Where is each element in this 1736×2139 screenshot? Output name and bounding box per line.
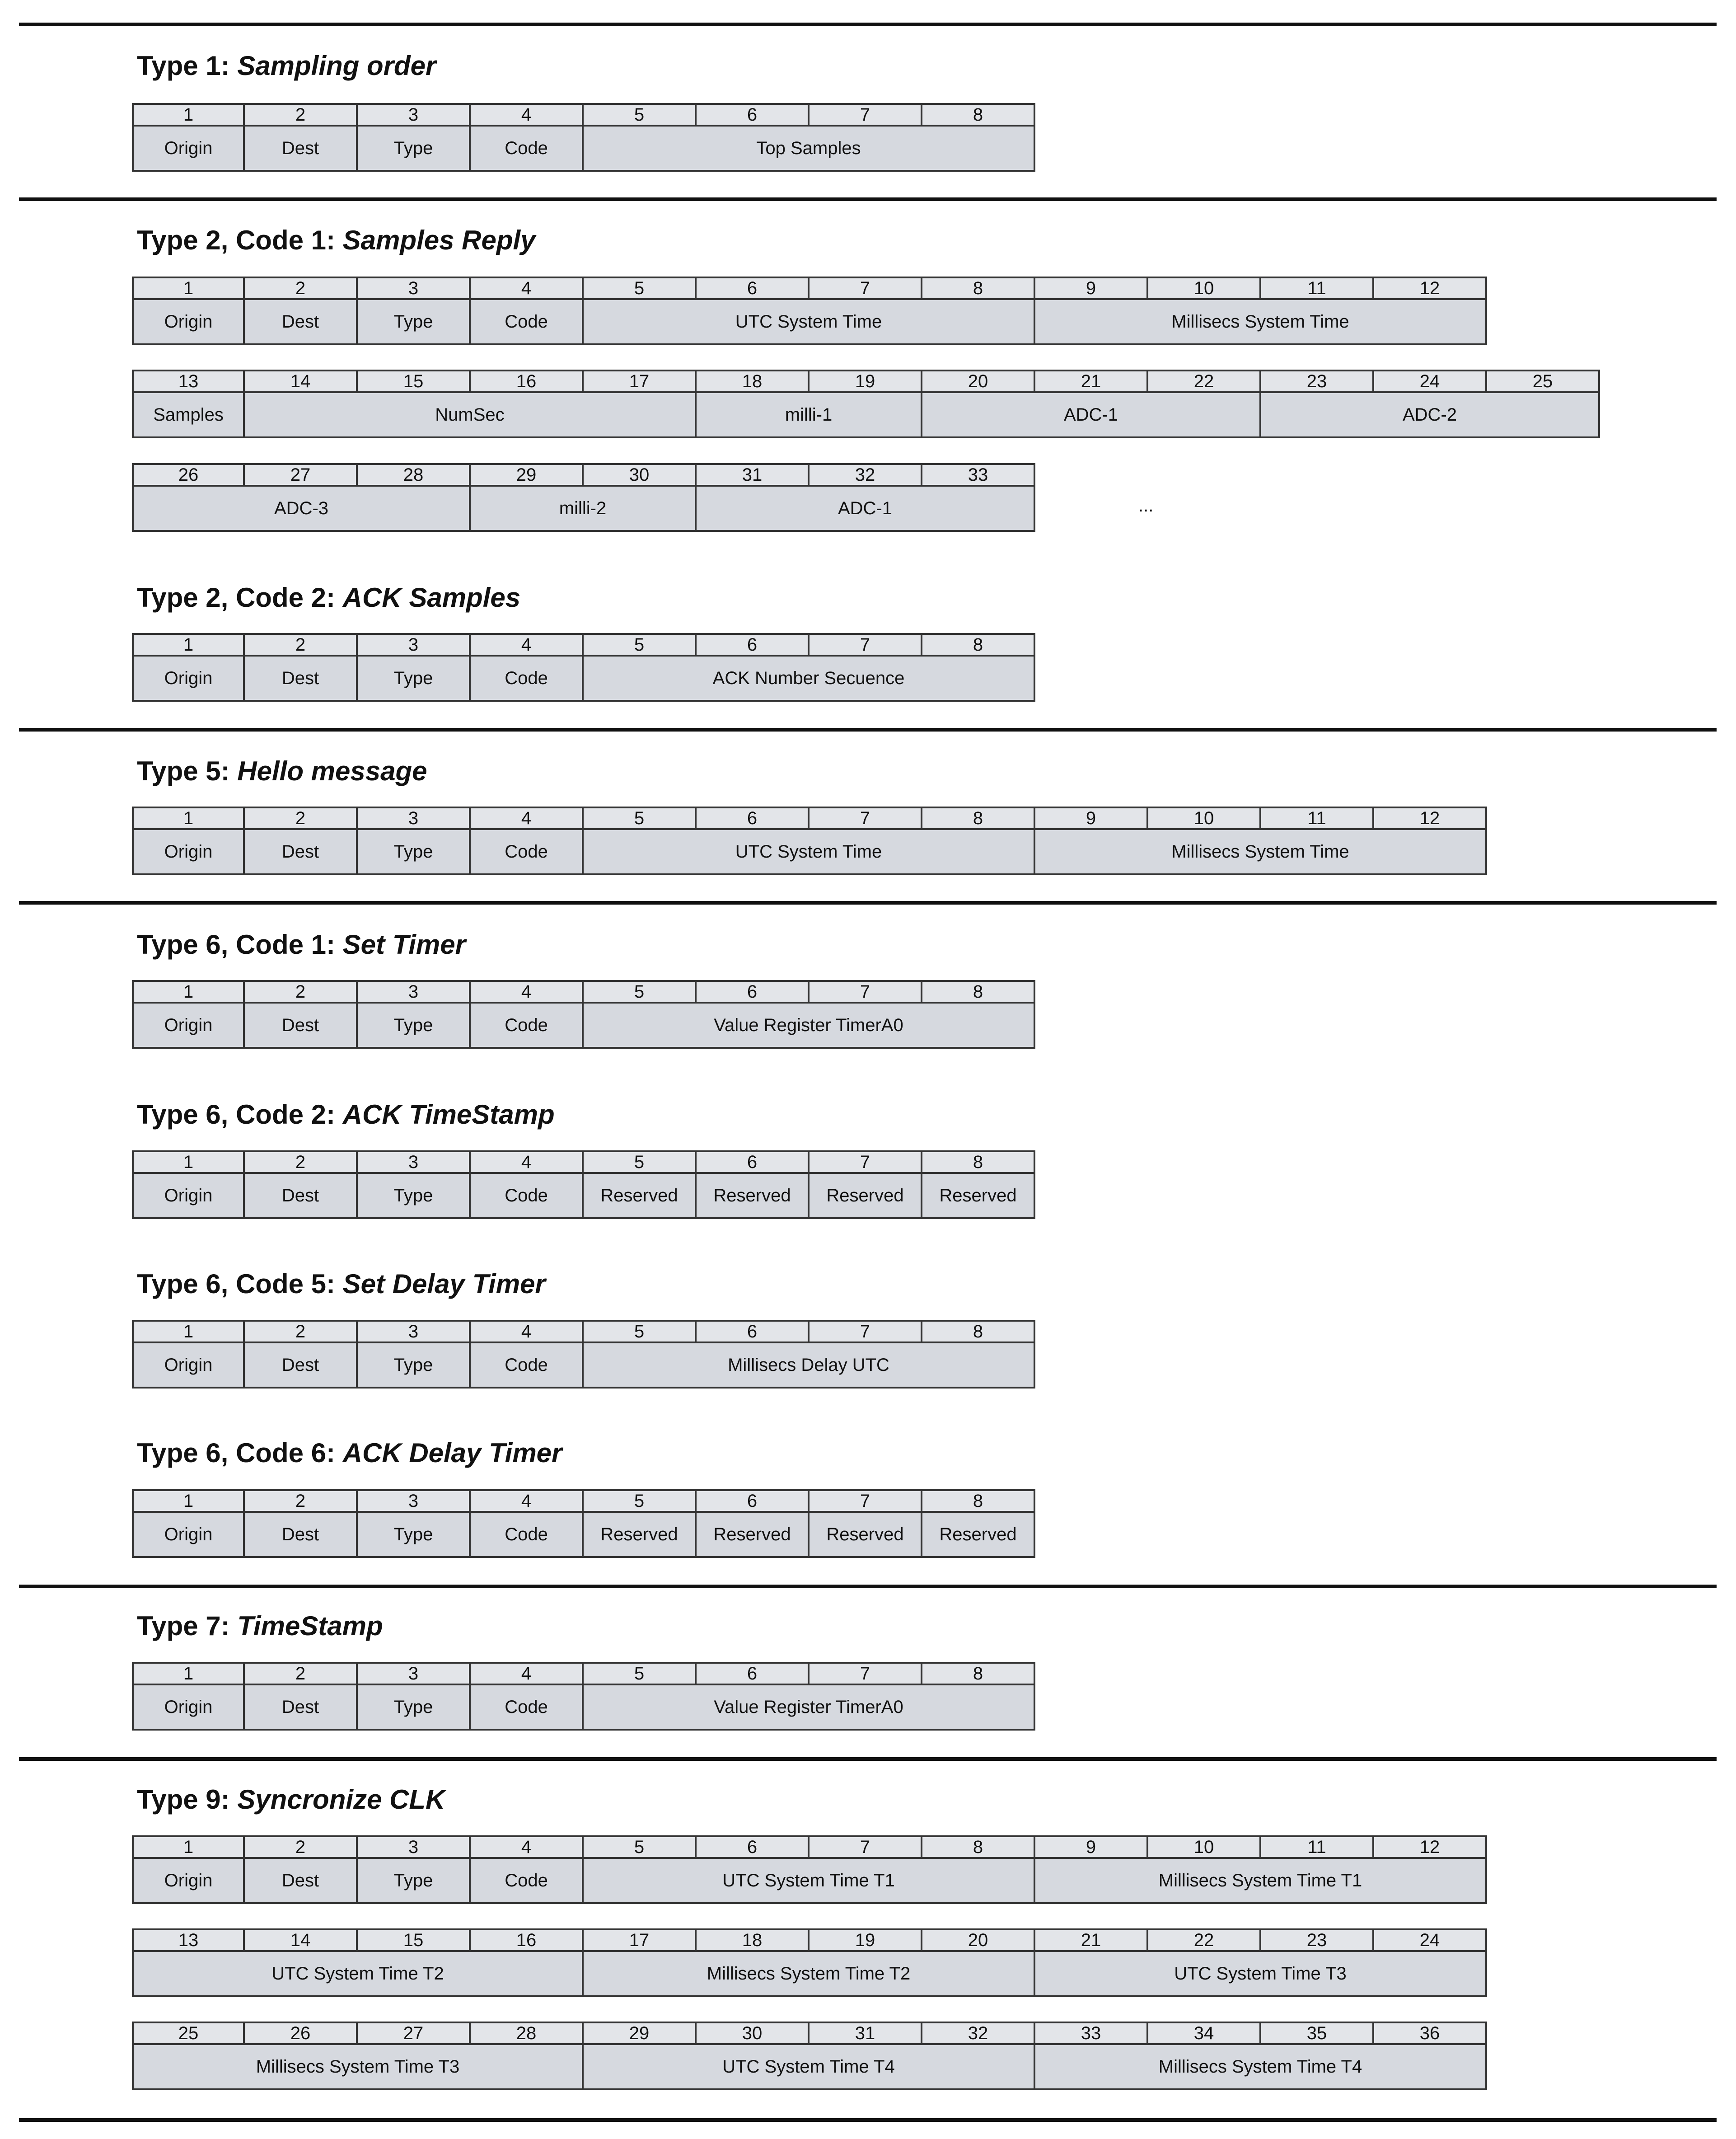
byte-index-cell: 9 <box>1034 807 1148 830</box>
section-divider <box>19 1585 1717 1588</box>
field-cell: Millisecs System Time T1 <box>1034 1857 1487 1904</box>
field-cell: Reserved <box>695 1511 810 1558</box>
byte-index-cell: 3 <box>356 1320 471 1343</box>
title-name: TimeStamp <box>237 1611 383 1641</box>
byte-index-cell: 12 <box>1372 277 1487 300</box>
byte-index-cell: 11 <box>1259 1835 1374 1859</box>
field-cell: Dest <box>243 1511 358 1558</box>
byte-index-cell: 15 <box>356 370 471 393</box>
byte-index-cell: 4 <box>469 103 584 127</box>
field-cell: Top Samples <box>582 125 1035 172</box>
byte-index-cell: 30 <box>582 463 697 487</box>
byte-index-cell: 27 <box>243 463 358 487</box>
byte-index-cell: 25 <box>1485 370 1600 393</box>
section-divider <box>19 197 1717 201</box>
field-cell: ADC-2 <box>1259 391 1600 438</box>
byte-index-cell: 2 <box>243 277 358 300</box>
section-divider <box>19 23 1717 26</box>
byte-index-cell: 8 <box>921 1150 1035 1174</box>
field-cell: Type <box>356 1342 471 1388</box>
byte-index-cell: 5 <box>582 277 697 300</box>
byte-index-cell: 27 <box>356 2022 471 2045</box>
field-cell: Reserved <box>582 1511 697 1558</box>
field-cell: Origin <box>132 828 245 875</box>
field-cell: milli-2 <box>469 485 697 532</box>
field-cell: UTC System Time T2 <box>132 1950 584 1997</box>
byte-index-cell: 1 <box>132 1150 245 1174</box>
byte-index-cell: 1 <box>132 1489 245 1513</box>
byte-index-cell: 5 <box>582 807 697 830</box>
byte-index-cell: 4 <box>469 807 584 830</box>
field-cell: Millisecs System Time T4 <box>1034 2043 1487 2090</box>
byte-index-cell: 5 <box>582 1150 697 1174</box>
byte-index-cell: 17 <box>582 1928 697 1952</box>
continuation-ellipsis: ... <box>1138 496 1154 516</box>
byte-index-cell: 33 <box>921 463 1035 487</box>
byte-index-cell: 34 <box>1146 2022 1261 2045</box>
section-divider <box>19 1757 1717 1761</box>
field-cell: Origin <box>132 1002 245 1049</box>
field-cell: Type <box>356 125 471 172</box>
field-cell: Millisecs Delay UTC <box>582 1342 1035 1388</box>
byte-index-cell: 10 <box>1146 277 1261 300</box>
section-title <box>137 1271 546 1298</box>
field-cell: Reserved <box>582 1172 697 1219</box>
byte-index-cell: 25 <box>132 2022 245 2045</box>
field-cell: Dest <box>243 298 358 345</box>
byte-index-cell: 2 <box>243 980 358 1004</box>
field-cell: Reserved <box>695 1172 810 1219</box>
byte-index-cell: 2 <box>243 1662 358 1685</box>
title-prefix: Type 6, Code 5: <box>137 1269 335 1299</box>
section-title <box>137 1613 383 1640</box>
byte-index-cell: 5 <box>582 1835 697 1859</box>
byte-index-cell: 1 <box>132 633 245 657</box>
byte-index-cell: 6 <box>695 1662 810 1685</box>
title-name: Syncronize CLK <box>237 1784 445 1815</box>
field-cell: Millisecs System Time T2 <box>582 1950 1035 1997</box>
byte-index-cell: 4 <box>469 1835 584 1859</box>
title-name: Samples Reply <box>342 225 536 255</box>
byte-index-cell: 6 <box>695 980 810 1004</box>
byte-index-cell: 18 <box>695 1928 810 1952</box>
field-cell: Origin <box>132 298 245 345</box>
byte-index-cell: 7 <box>808 1662 922 1685</box>
byte-index-cell: 5 <box>582 1662 697 1685</box>
section-title <box>137 1786 445 1813</box>
title-name: Set Delay Timer <box>342 1269 546 1299</box>
byte-index-cell: 29 <box>582 2022 697 2045</box>
title-name: ACK Samples <box>342 582 521 613</box>
field-cell: Origin <box>132 1511 245 1558</box>
field-cell: Dest <box>243 1684 358 1731</box>
byte-index-cell: 1 <box>132 980 245 1004</box>
field-cell: Dest <box>243 1002 358 1049</box>
section-divider <box>19 728 1717 732</box>
byte-index-cell: 32 <box>921 2022 1035 2045</box>
byte-index-cell: 4 <box>469 633 584 657</box>
byte-index-cell: 29 <box>469 463 584 487</box>
byte-index-cell: 8 <box>921 1662 1035 1685</box>
byte-index-cell: 7 <box>808 1489 922 1513</box>
byte-index-cell: 35 <box>1259 2022 1374 2045</box>
byte-index-cell: 8 <box>921 277 1035 300</box>
field-cell: Origin <box>132 1172 245 1219</box>
byte-index-cell: 31 <box>695 463 810 487</box>
byte-index-cell: 5 <box>582 1489 697 1513</box>
byte-index-cell: 17 <box>582 370 697 393</box>
byte-index-cell: 31 <box>808 2022 922 2045</box>
field-cell: Origin <box>132 1684 245 1731</box>
field-cell: Type <box>356 1511 471 1558</box>
field-cell: Reserved <box>808 1172 922 1219</box>
byte-index-cell: 3 <box>356 1489 471 1513</box>
byte-index-cell: 23 <box>1259 1928 1374 1952</box>
byte-index-cell: 24 <box>1372 1928 1487 1952</box>
byte-index-cell: 16 <box>469 370 584 393</box>
section-title <box>137 584 520 611</box>
title-name: Sampling order <box>237 51 436 81</box>
byte-index-cell: 28 <box>469 2022 584 2045</box>
byte-index-cell: 6 <box>695 1489 810 1513</box>
field-cell: Type <box>356 298 471 345</box>
byte-index-cell: 8 <box>921 807 1035 830</box>
title-prefix: Type 2, Code 1: <box>137 225 335 255</box>
byte-index-cell: 10 <box>1146 807 1261 830</box>
byte-index-cell: 20 <box>921 370 1035 393</box>
byte-index-cell: 13 <box>132 1928 245 1952</box>
title-prefix: Type 9: <box>137 1784 230 1815</box>
byte-index-cell: 2 <box>243 807 358 830</box>
field-cell: Value Register TimerA0 <box>582 1684 1035 1731</box>
byte-index-cell: 15 <box>356 1928 471 1952</box>
byte-index-cell: 9 <box>1034 1835 1148 1859</box>
byte-index-cell: 22 <box>1146 370 1261 393</box>
field-cell: Code <box>469 125 584 172</box>
byte-index-cell: 36 <box>1372 2022 1487 2045</box>
byte-index-cell: 1 <box>132 1835 245 1859</box>
field-cell: Code <box>469 1511 584 1558</box>
byte-index-cell: 8 <box>921 1320 1035 1343</box>
byte-index-cell: 16 <box>469 1928 584 1952</box>
byte-index-cell: 2 <box>243 103 358 127</box>
field-cell: Origin <box>132 1342 245 1388</box>
field-cell: UTC System Time <box>582 298 1035 345</box>
field-cell: Millisecs System Time <box>1034 298 1487 345</box>
field-cell: ACK Number Secuence <box>582 655 1035 702</box>
byte-index-cell: 8 <box>921 1835 1035 1859</box>
byte-index-cell: 4 <box>469 1489 584 1513</box>
byte-index-cell: 12 <box>1372 1835 1487 1859</box>
field-cell: Millisecs System Time T3 <box>132 2043 584 2090</box>
field-cell: Dest <box>243 828 358 875</box>
byte-index-cell: 4 <box>469 277 584 300</box>
byte-index-cell: 3 <box>356 1150 471 1174</box>
byte-index-cell: 8 <box>921 980 1035 1004</box>
byte-index-cell: 3 <box>356 1662 471 1685</box>
byte-index-cell: 8 <box>921 103 1035 127</box>
title-prefix: Type 6, Code 6: <box>137 1438 335 1468</box>
title-prefix: Type 7: <box>137 1611 230 1641</box>
byte-index-cell: 26 <box>243 2022 358 2045</box>
byte-index-cell: 6 <box>695 277 810 300</box>
byte-index-cell: 14 <box>243 370 358 393</box>
byte-index-cell: 1 <box>132 103 245 127</box>
byte-index-cell: 3 <box>356 633 471 657</box>
section-title <box>137 931 466 958</box>
byte-index-cell: 24 <box>1372 370 1487 393</box>
field-cell: Type <box>356 1857 471 1904</box>
field-cell: Code <box>469 298 584 345</box>
byte-index-cell: 1 <box>132 1662 245 1685</box>
byte-index-cell: 28 <box>356 463 471 487</box>
byte-index-cell: 7 <box>808 1150 922 1174</box>
byte-index-cell: 7 <box>808 1835 922 1859</box>
byte-index-cell: 4 <box>469 1662 584 1685</box>
field-cell: UTC System Time T1 <box>582 1857 1035 1904</box>
byte-index-cell: 2 <box>243 633 358 657</box>
byte-index-cell: 11 <box>1259 277 1374 300</box>
byte-index-cell: 33 <box>1034 2022 1148 2045</box>
field-cell: NumSec <box>243 391 697 438</box>
byte-index-cell: 8 <box>921 633 1035 657</box>
field-cell: Dest <box>243 1342 358 1388</box>
field-cell: Reserved <box>808 1511 922 1558</box>
byte-index-cell: 2 <box>243 1150 358 1174</box>
title-prefix: Type 6, Code 2: <box>137 1099 335 1130</box>
byte-index-cell: 32 <box>808 463 922 487</box>
byte-index-cell: 2 <box>243 1489 358 1513</box>
byte-index-cell: 18 <box>695 370 810 393</box>
byte-index-cell: 14 <box>243 1928 358 1952</box>
byte-index-cell: 26 <box>132 463 245 487</box>
title-prefix: Type 2, Code 2: <box>137 582 335 613</box>
byte-index-cell: 4 <box>469 1320 584 1343</box>
field-cell: Type <box>356 1684 471 1731</box>
section-title <box>137 52 436 80</box>
section-title <box>137 758 427 785</box>
byte-index-cell: 21 <box>1034 370 1148 393</box>
field-cell: UTC System Time T4 <box>582 2043 1035 2090</box>
byte-index-cell: 6 <box>695 807 810 830</box>
field-cell: Code <box>469 655 584 702</box>
byte-index-cell: 6 <box>695 1320 810 1343</box>
field-cell: Dest <box>243 125 358 172</box>
field-cell: Code <box>469 1342 584 1388</box>
title-prefix: Type 5: <box>137 756 230 786</box>
field-cell: Code <box>469 1002 584 1049</box>
byte-index-cell: 13 <box>132 370 245 393</box>
field-cell: Code <box>469 1857 584 1904</box>
field-cell: Code <box>469 1172 584 1219</box>
field-cell: Dest <box>243 655 358 702</box>
title-name: ACK TimeStamp <box>342 1099 555 1130</box>
byte-index-cell: 30 <box>695 2022 810 2045</box>
byte-index-cell: 7 <box>808 807 922 830</box>
byte-index-cell: 7 <box>808 1320 922 1343</box>
byte-index-cell: 11 <box>1259 807 1374 830</box>
title-name: Set Timer <box>342 929 466 960</box>
byte-index-cell: 1 <box>132 1320 245 1343</box>
byte-index-cell: 6 <box>695 1835 810 1859</box>
title-name: Hello message <box>237 756 427 786</box>
field-cell: Samples <box>132 391 245 438</box>
field-cell: UTC System Time <box>582 828 1035 875</box>
byte-index-cell: 4 <box>469 1150 584 1174</box>
byte-index-cell: 4 <box>469 980 584 1004</box>
byte-index-cell: 1 <box>132 807 245 830</box>
field-cell: milli-1 <box>695 391 922 438</box>
field-cell: Dest <box>243 1857 358 1904</box>
title-name: ACK Delay Timer <box>342 1438 562 1468</box>
field-cell: ADC-1 <box>695 485 1035 532</box>
byte-index-cell: 7 <box>808 277 922 300</box>
section-divider <box>19 901 1717 905</box>
section-title <box>137 1440 562 1467</box>
byte-index-cell: 6 <box>695 103 810 127</box>
field-cell: ADC-3 <box>132 485 471 532</box>
byte-index-cell: 19 <box>808 370 922 393</box>
field-cell: Reserved <box>921 1172 1035 1219</box>
section-title <box>137 227 536 254</box>
field-cell: UTC System Time T3 <box>1034 1950 1487 1997</box>
byte-index-cell: 7 <box>808 103 922 127</box>
field-cell: Millisecs System Time <box>1034 828 1487 875</box>
byte-index-cell: 2 <box>243 1320 358 1343</box>
byte-index-cell: 1 <box>132 277 245 300</box>
byte-index-cell: 2 <box>243 1835 358 1859</box>
section-divider <box>19 2118 1717 2122</box>
byte-index-cell: 7 <box>808 980 922 1004</box>
byte-index-cell: 3 <box>356 807 471 830</box>
field-cell: Code <box>469 1684 584 1731</box>
field-cell: Dest <box>243 1172 358 1219</box>
byte-index-cell: 23 <box>1259 370 1374 393</box>
section-title <box>137 1101 555 1128</box>
byte-index-cell: 7 <box>808 633 922 657</box>
field-cell: Origin <box>132 125 245 172</box>
field-cell: Type <box>356 1172 471 1219</box>
byte-index-cell: 12 <box>1372 807 1487 830</box>
field-cell: Origin <box>132 1857 245 1904</box>
byte-index-cell: 6 <box>695 1150 810 1174</box>
byte-index-cell: 21 <box>1034 1928 1148 1952</box>
field-cell: Type <box>356 655 471 702</box>
byte-index-cell: 3 <box>356 1835 471 1859</box>
title-prefix: Type 1: <box>137 51 230 81</box>
byte-index-cell: 5 <box>582 633 697 657</box>
field-cell: ADC-1 <box>921 391 1261 438</box>
byte-index-cell: 8 <box>921 1489 1035 1513</box>
byte-index-cell: 5 <box>582 980 697 1004</box>
field-cell: Type <box>356 828 471 875</box>
byte-index-cell: 3 <box>356 277 471 300</box>
byte-index-cell: 10 <box>1146 1835 1261 1859</box>
byte-index-cell: 5 <box>582 103 697 127</box>
title-prefix: Type 6, Code 1: <box>137 929 335 960</box>
byte-index-cell: 19 <box>808 1928 922 1952</box>
byte-index-cell: 3 <box>356 103 471 127</box>
byte-index-cell: 3 <box>356 980 471 1004</box>
field-cell: Origin <box>132 655 245 702</box>
field-cell: Code <box>469 828 584 875</box>
byte-index-cell: 5 <box>582 1320 697 1343</box>
field-cell: Type <box>356 1002 471 1049</box>
field-cell: Value Register TimerA0 <box>582 1002 1035 1049</box>
byte-index-cell: 9 <box>1034 277 1148 300</box>
byte-index-cell: 6 <box>695 633 810 657</box>
byte-index-cell: 22 <box>1146 1928 1261 1952</box>
field-cell: Reserved <box>921 1511 1035 1558</box>
byte-index-cell: 20 <box>921 1928 1035 1952</box>
